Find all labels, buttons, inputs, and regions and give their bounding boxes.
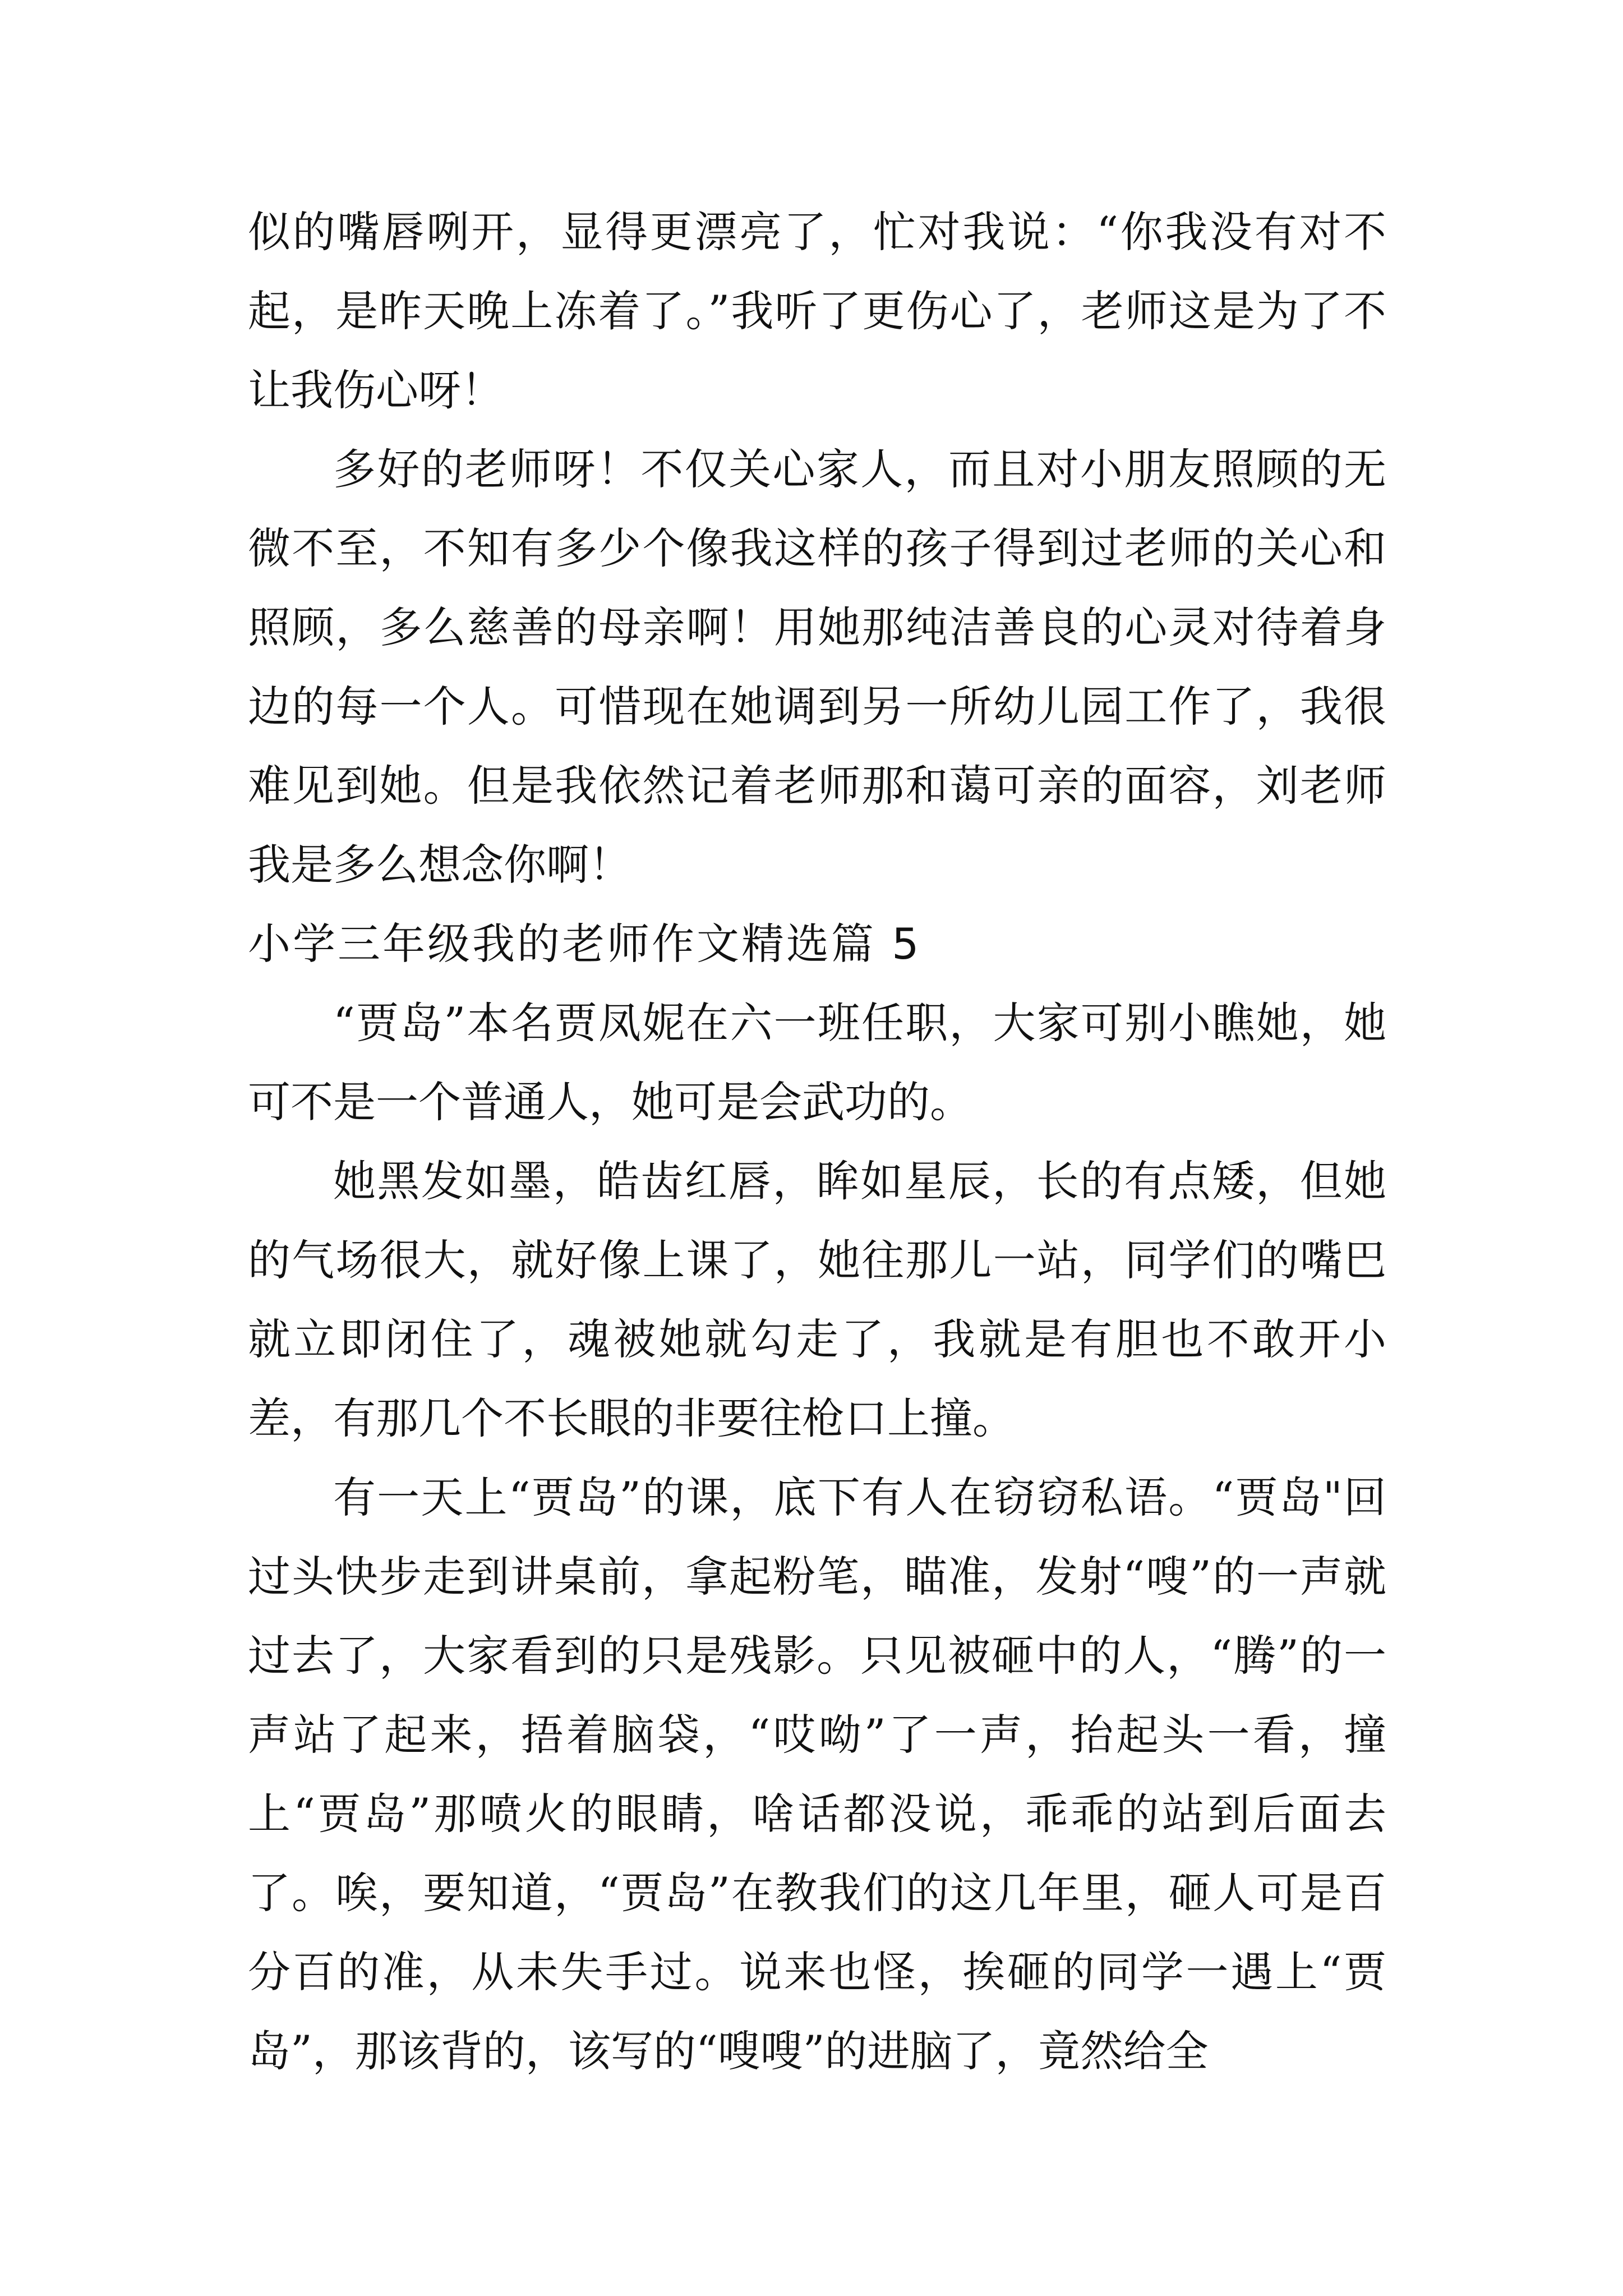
paragraph-jiadao-story: 有一天上“贾岛”的课，底下有人在窃窃私语。“贾岛"回过头快步走到讲桌前，拿起粉笔，瞄准，发射“嗖”的一声就过去了，大家看到的只是残影。只见被砸中的人，“腾”的一声站了起来，捂着脑袋，“哎呦”了一声，抬起头一看，撞上“贾岛”那喷火的眼睛，啥话都没说，乖乖的站到后面去了。唉，要知道，“贾岛”在教我们的这几年里，砸人可是百分百的准，从未失手过。说来也怪，挨砸的同学一遇上“贾岛”，那该背的，该写的“嗖嗖”的进脑了，竟然给全 bbox=[248, 1473, 1386, 2076]
section-heading: 小学三年级我的老师作文精选篇 5 bbox=[248, 919, 921, 969]
paragraph-jiadao-appearance: 她黑发如墨，皓齿红唇，眸如星辰，长的有点矮，但她的气场很大，就好像上课了，她往那儿一站，同学们的嘴巴就立即闭住了，魂被她就勾走了，我就是有胆也不敢开小差，有那几个不长眼的非要往枪口上撞。 bbox=[248, 1156, 1386, 1443]
body-text bbox=[248, 192, 1386, 2091]
paragraph-teacher-care: 多好的老师呀！不仅关心家人，而且对小朋友照顾的无微不至，不知有多少个像我这样的孩子得到过老师的关心和照顾，多么慈善的母亲啊！用她那纯洁善良的心灵对待着身边的每一个人。可惜现在她调到另一所幼儿园工作了，我很难见到她。但是我依然记着老师那和蔼可亲的面容，刘老师我是多么想念你啊！ bbox=[248, 444, 1386, 890]
paragraph-continuation: 似的嘴唇咧开，显得更漂亮了，忙对我说：“你我没有对不起，是昨天晚上冻着了。”我听了更伤心了，老师这是为了不让我伤心呀！ bbox=[248, 207, 1386, 415]
paragraph-jiadao-intro: “贾岛”本名贾凤妮在六一班任职，大家可别小瞧她，她可不是一个普通人，她可是会武功的。 bbox=[248, 998, 1386, 1127]
